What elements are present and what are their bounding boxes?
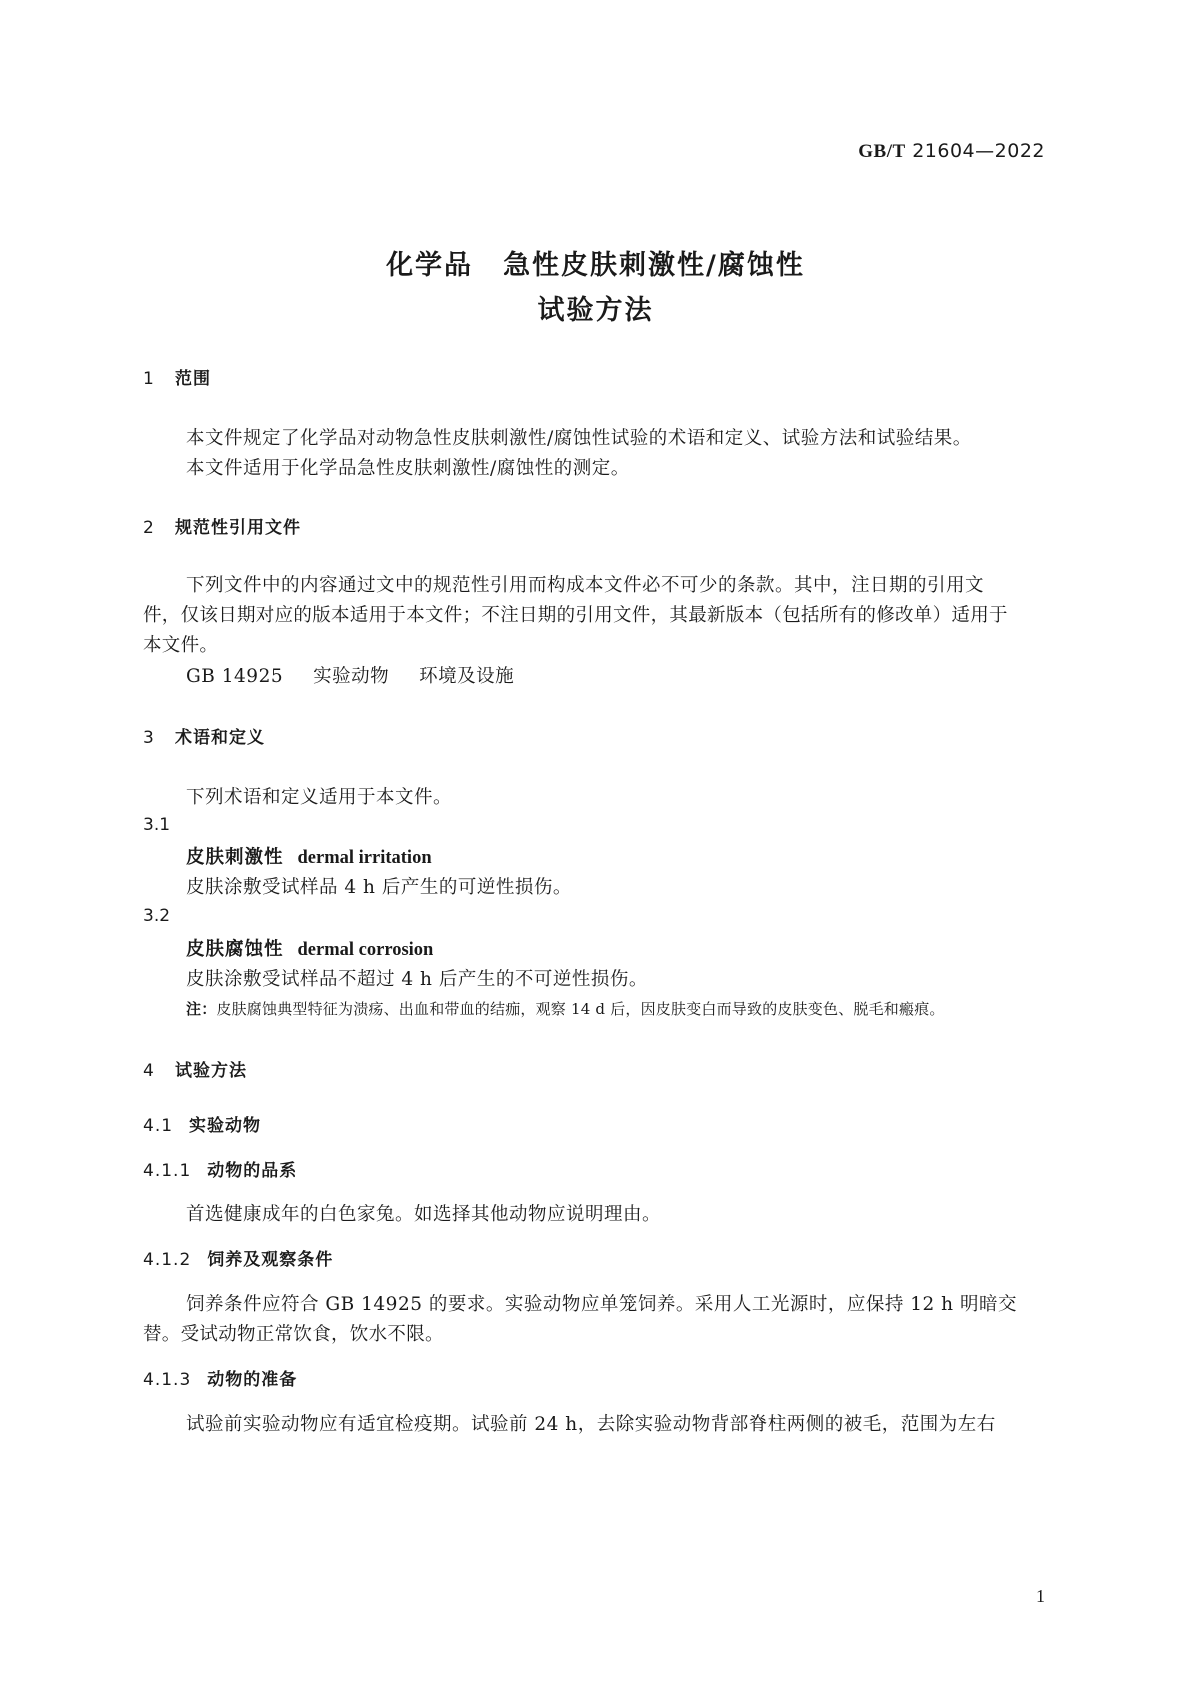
subsection-title: 实验动物	[189, 1116, 262, 1136]
section-heading-1	[143, 364, 211, 389]
subsection-title: 动物的准备	[207, 1370, 298, 1390]
section-heading-3	[143, 723, 265, 748]
paragraph-line: 试验前实验动物应有适宜检疫期。试验前 24 h，去除实验动物背部脊柱两侧的被毛，范围为左右	[186, 1414, 996, 1435]
term-heading	[186, 843, 432, 869]
paragraph-line: 替。受试动物正常饮食，饮水不限。	[143, 1324, 444, 1345]
section-title: 试验方法	[175, 1061, 247, 1081]
term-chinese: 皮肤腐蚀性	[186, 939, 284, 960]
subsection-heading-4-1-2	[143, 1245, 333, 1270]
paragraph: 首选健康成年的白色家兔。如选择其他动物应说明理由。	[186, 1204, 662, 1225]
note-label: 注：	[186, 1000, 217, 1018]
standard-number: 21604—2022	[912, 140, 1045, 162]
term-english: dermal irritation	[297, 848, 432, 868]
paragraph-line: 饲养条件应符合 GB 14925 的要求。实验动物应单笼饲养。采用人工光源时，应保持 12 h 明暗交	[186, 1294, 1017, 1315]
paragraph-line: 件，仅该日期对应的版本适用于本文件；不注日期的引用文件，其最新版本（包括所有的修改单）适用于	[143, 605, 1008, 626]
subsection-number: 4.1.1	[143, 1161, 192, 1181]
term-number: 3.2	[143, 906, 171, 926]
page-number: 1	[1036, 1586, 1045, 1606]
section-heading-4	[143, 1056, 247, 1081]
section-title: 术语和定义	[175, 728, 265, 748]
document-title-line2: 试验方法	[537, 295, 654, 326]
term-english: dermal corrosion	[297, 940, 434, 960]
document-title	[0, 243, 1191, 282]
reference-title-a: 实验动物	[313, 666, 390, 687]
section-heading-2	[143, 513, 301, 538]
term-heading	[186, 935, 433, 961]
term-number: 3.1	[143, 815, 171, 835]
note	[186, 998, 945, 1019]
paragraph: 本文件适用于化学品急性皮肤刺激性/腐蚀性的测定。	[186, 458, 630, 479]
term-definition: 皮肤涂敷受试样品 4 h 后产生的可逆性损伤。	[186, 877, 572, 898]
reference-title-b: 环境及设施	[419, 666, 515, 687]
note-text: 皮肤腐蚀典型特征为溃疡、出血和带血的结痂，观察 14 d 后，因皮肤变白而导致的皮肤变色、脱毛和瘢痕。	[216, 1000, 945, 1018]
subsection-title: 饲养及观察条件	[207, 1250, 334, 1270]
term-chinese: 皮肤刺激性	[186, 847, 284, 868]
paragraph: 本文件规定了化学品对动物急性皮肤刺激性/腐蚀性试验的术语和定义、试验方法和试验结果。	[186, 428, 972, 449]
section-title: 范围	[175, 369, 211, 389]
title-part-b: 急性皮肤刺激性/腐蚀性	[503, 250, 805, 281]
title-part-a: 化学品	[386, 250, 474, 281]
paragraph-line: 下列文件中的内容通过文中的规范性引用而构成本文件必不可少的条款。其中，注日期的引用文	[186, 575, 985, 596]
section-number: 1	[143, 369, 155, 389]
normative-reference	[186, 662, 514, 688]
standard-prefix: GB/T	[858, 141, 906, 162]
subsection-heading-4-1-3	[143, 1365, 297, 1390]
subsection-number: 4.1.2	[143, 1250, 192, 1270]
paragraph: 下列术语和定义适用于本文件。	[186, 787, 453, 808]
paragraph-line: 本文件。	[143, 635, 219, 656]
section-number: 4	[143, 1061, 155, 1081]
subsection-heading-4-1-1	[143, 1156, 297, 1181]
subsection-number: 4.1.3	[143, 1370, 192, 1390]
standard-code	[858, 140, 1045, 163]
subsection-title: 动物的品系	[207, 1161, 298, 1181]
term-definition: 皮肤涂敷受试样品不超过 4 h 后产生的不可逆性损伤。	[186, 969, 648, 990]
subsection-number: 4.1	[143, 1116, 174, 1136]
subsection-heading-4-1	[143, 1111, 261, 1136]
section-number: 3	[143, 728, 155, 748]
section-number: 2	[143, 518, 155, 538]
reference-code: GB 14925	[186, 666, 284, 687]
section-title: 规范性引用文件	[175, 518, 301, 538]
